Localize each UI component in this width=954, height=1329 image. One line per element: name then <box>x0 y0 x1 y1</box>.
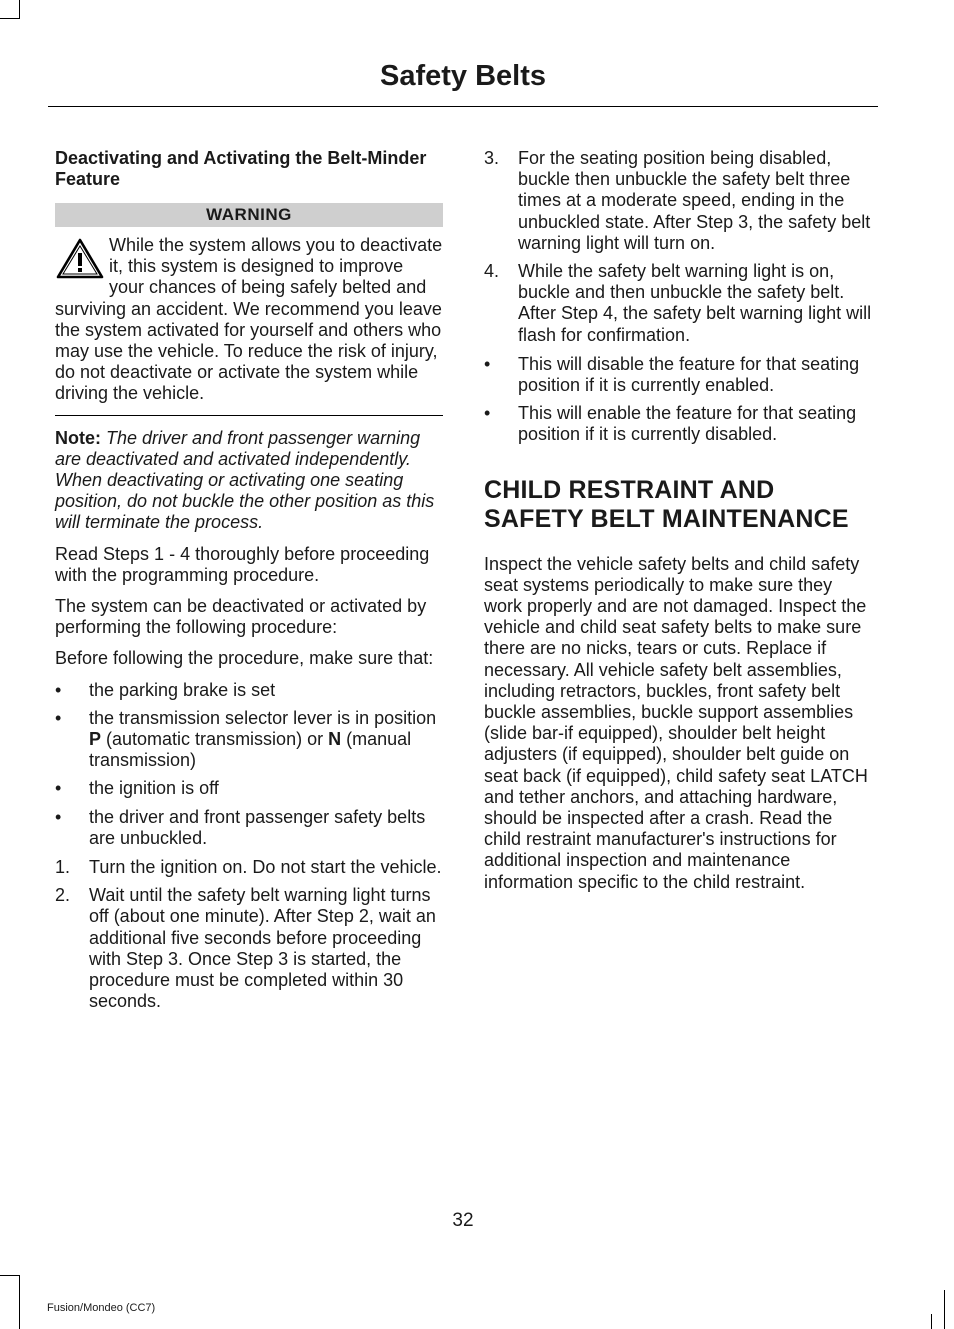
list-item <box>55 708 443 772</box>
step-number: 4. <box>484 261 500 282</box>
bullet-mark: • <box>484 353 491 374</box>
warning-text: While the system allows you to deactivate it, this system is designed to improve your chances of being safely belted and surviving an accident. We recommend you leave the system activated for yourself and others who may use the vehicle. To reduce the risk of injury, do not deactivate or activate the system while driving the vehicle. <box>55 235 443 404</box>
bullet-mark: • <box>55 778 62 799</box>
footer-model: Fusion/Mondeo (CC7) <box>47 1302 156 1314</box>
step-number: 2. <box>55 885 71 906</box>
crop-mark <box>0 18 20 19</box>
section-paragraph: Inspect the vehicle safety belts and child safety seat systems periodically to make sure they work properly and are not damaged. Inspect the vehicle and child seat safety belts to make sure there are no nicks, tears or cuts. Replace if necessary. All vehicle safety belt assemblies, including retractors, buckles, front safety belt buckle assemblies, buckle support assemblies (slide bar-if equipped), shoulder belt height adjusters (if equipped), shoulder belt guide on seat back (if equipped), child safety seat LATCH and tether anchors, and attaching hardware, should be inspected after a crash. Read the child restraint manufacturer's instructions for additional inspection and maintenance information specific to the child restraint. <box>484 553 868 892</box>
paragraph: Read Steps 1 - 4 thoroughly before proceeding with the programming procedure. <box>55 543 430 585</box>
result-list <box>484 354 874 446</box>
list-item <box>55 680 443 701</box>
procedure-steps-continued <box>484 148 874 346</box>
list-item <box>55 778 443 799</box>
note-text: The driver and front passenger warning are deactivated and activated independently. When deactivating or activating one seating position, do not buckle the other position as this will terminate the process. <box>55 427 435 533</box>
bullet-mark: • <box>55 707 62 728</box>
bullet-mark: • <box>55 679 62 700</box>
warning-divider <box>55 415 443 416</box>
list-item-text: the parking brake is set <box>89 679 276 700</box>
crop-mark <box>19 1275 20 1329</box>
subheading: Deactivating and Activating the Belt-Minder Feature <box>55 148 427 189</box>
list-item-text: the ignition is off <box>89 778 219 799</box>
warning-label: WARNING <box>55 203 443 227</box>
bullet-mark: • <box>484 403 491 424</box>
note <box>55 428 443 534</box>
gear-position-n: N <box>328 729 342 750</box>
step-item <box>484 261 874 346</box>
step-item <box>55 885 443 1012</box>
step-text: Wait until the safety belt warning light turns off (about one minute). After Step 2, wait an additional five seconds before proceeding with Step 3. Once Step 3 is started, the procedure must be completed within 30 seconds. <box>89 885 436 1012</box>
step-item <box>55 857 443 878</box>
crop-mark <box>0 1275 20 1276</box>
step-number: 1. <box>55 857 71 878</box>
warning-triangle-icon <box>55 237 105 281</box>
list-item-text: This will disable the feature for that seating position if it is currently enabled. <box>518 353 860 396</box>
list-item <box>484 354 874 396</box>
crop-mark <box>944 1290 945 1329</box>
step-text: Turn the ignition on. Do not start the vehicle. <box>89 857 442 878</box>
paragraph: The system can be deactivated or activated by performing the following procedure: <box>55 596 427 638</box>
paragraph: Before following the procedure, make sure that: <box>55 648 434 669</box>
warning-box <box>55 203 443 416</box>
page-title: Safety Belts <box>379 60 546 92</box>
step-text: While the safety belt warning light is on, buckle and then unbuckle the safety belt. After Step 4, the safety belt warning light will flash for confirmation. <box>518 261 872 345</box>
list-item <box>55 807 443 849</box>
header-divider <box>48 106 878 107</box>
step-item <box>484 148 874 254</box>
page-number: 32 <box>452 1210 474 1231</box>
list-item-text: (automatic transmission) or <box>101 729 329 750</box>
procedure-steps <box>55 857 443 1012</box>
list-item-text: the transmission selector lever is in position <box>89 707 437 728</box>
step-text: For the seating position being disabled, buckle then unbuckle the safety belt three times at a moderate speed, ending in the unbuckled state. After Step 3, the safety belt warning light will turn on. <box>518 148 871 253</box>
left-column <box>55 148 443 1021</box>
gear-position-p: P <box>89 729 102 750</box>
precondition-list <box>55 680 443 849</box>
warning-body <box>55 235 443 416</box>
section-title: CHILD RESTRAINT AND SAFETY BELT MAINTENANCE <box>484 475 849 533</box>
step-number: 3. <box>484 148 500 168</box>
crop-mark <box>19 0 20 18</box>
right-column <box>484 148 874 903</box>
list-item-text: (manual transmission) <box>89 729 412 771</box>
list-item-text: This will enable the feature for that seating position if it is currently disabled. <box>518 403 857 445</box>
list-item-text: the driver and front passenger safety belts are unbuckled. <box>89 806 426 848</box>
crop-mark <box>931 1314 932 1329</box>
bullet-mark: • <box>55 806 62 827</box>
note-label: Note: <box>55 427 101 448</box>
list-item <box>484 403 874 445</box>
